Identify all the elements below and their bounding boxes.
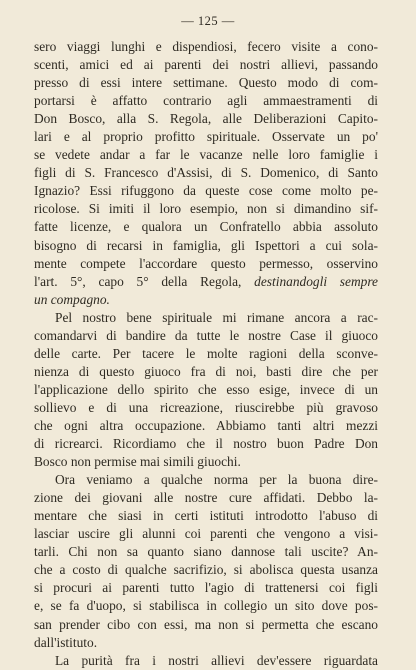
text-line-content: sero viaggi lunghi e dispendiosi, fecero visite a cono-	[34, 39, 378, 54]
text-line	[34, 38, 378, 56]
text-line	[34, 128, 378, 146]
text-line-content: dall'istituto.	[34, 634, 98, 650]
text-line	[34, 381, 378, 399]
text-line	[34, 74, 378, 92]
text-line	[34, 597, 378, 615]
text-line-content: presso di essi intere settimane. Questo modo di com-	[34, 75, 378, 91]
text-line-content: mentare che siasi in certi istituti introdotto l'abuso di	[34, 508, 378, 524]
text-line-content: lasciar uscire gli alunni coi parenti che vengono a visi-	[34, 526, 378, 542]
text-line	[34, 525, 378, 543]
text-line	[34, 399, 378, 417]
text-line	[34, 543, 378, 561]
text-line-content: mente compete l'accordare questo permesso, osservino	[34, 255, 378, 271]
text-line-content: sollievo e di una ricreazione, riuscirebbe più gravoso	[34, 399, 378, 415]
text-line-content: e, se fa d'uopo, si stabilisca in collegio un sito dove pos-	[34, 598, 378, 614]
text-line-content: La purità fra i nostri allievi dev'essere riguardata	[55, 652, 378, 668]
text-line-content: san prender cibo con essi, ma non si permetta che escano	[34, 616, 378, 632]
text-line-content: di ricrearci. Ricordiamo che il nostro buon Padre Don	[34, 436, 378, 452]
page-number: — 125 —	[181, 14, 235, 28]
text-line	[34, 255, 378, 273]
text-line-content: l'applicazione dello spirito che esso esige, invece di un	[34, 381, 378, 397]
italic-text: un compagno.	[34, 291, 110, 307]
text-line	[34, 363, 378, 381]
body-text	[34, 38, 378, 670]
text-line	[34, 200, 378, 218]
text-line-content: fatte licenze, e qualora un Confratello abbia assoluto	[34, 219, 378, 235]
text-line-content: Ignazio? Essi rifuggono da queste cose come molto pe-	[34, 183, 378, 199]
text-line-content: che ogni altra occupazione. Abbiamo tanti altri mezzi	[34, 417, 378, 433]
text-line	[34, 579, 378, 597]
text-line	[34, 309, 378, 327]
text-line	[34, 345, 378, 363]
text-line	[34, 110, 378, 128]
text-line	[34, 56, 378, 74]
text-line-content: l'art. 5°, capo 5° della Regola,	[34, 273, 242, 289]
text-line-content: portarsi è affatto contrario agli ammaestramenti di	[34, 93, 378, 109]
text-line	[34, 327, 378, 345]
text-line	[34, 471, 378, 489]
text-line	[34, 634, 378, 652]
text-line	[34, 507, 378, 525]
text-line-content: scenti, amici ed ai parenti dei nostri allievi, passando	[34, 57, 378, 73]
text-line-content: nienza di questo giuoco fra di noi, basti dire che per	[34, 363, 378, 379]
text-line	[34, 164, 378, 182]
text-line-content: tarli. Chi non sa quanto siano dannose tali uscite? An-	[34, 544, 378, 560]
text-line-content: Bosco non permise mai simili giuochi.	[34, 454, 241, 470]
text-line	[34, 561, 378, 579]
text-line	[34, 273, 378, 291]
text-line-content: figli di S. Francesco d'Assisi, di S. Domenico, di Santo	[34, 165, 378, 181]
text-line	[34, 417, 378, 435]
text-line-content: zione dei giovani alle nostre cure affidati. Debbo la-	[34, 490, 378, 506]
text-line-content: lari e al proprio profitto spirituale. Osservate un po'	[34, 129, 378, 145]
text-line	[34, 92, 378, 110]
text-line-content: che a costo di qualche sacrifizio, si abolisca questa usanza	[34, 562, 378, 578]
text-line-content: Don Bosco, alla S. Regola, alle Deliberazioni Capito-	[34, 111, 378, 127]
text-line	[34, 291, 378, 309]
text-line-content: Pel nostro bene spirituale mi rimane ancora a rac-	[55, 309, 378, 325]
text-line	[34, 453, 378, 471]
text-line-content: bisogno di recarsi in famiglia, gli Ispettori a cui sola-	[34, 237, 378, 253]
text-line-content: delle carte. Per tacere le molte ragioni della sconve-	[34, 345, 378, 361]
text-line-content: ricolose. Si imiti il loro esempio, non si dimandino sif-	[34, 201, 378, 217]
text-line	[34, 489, 378, 507]
text-line-content: Ora veniamo a qualche norma per la buona dire-	[55, 472, 378, 488]
text-line	[34, 435, 378, 453]
text-line	[34, 616, 378, 634]
text-line	[34, 218, 378, 236]
text-line-content: comandarvi di bandire da tutte le nostre Case il giuoco	[34, 327, 378, 343]
text-line	[34, 237, 378, 255]
text-line-content: si procuri ai parenti tutto l'agio di trattenersi coi figli	[34, 580, 378, 596]
text-line	[34, 146, 378, 164]
text-line-content: se vedete andar a far le vacanze nelle loro famiglie i	[34, 147, 378, 163]
text-line	[34, 182, 378, 200]
italic-text: destinandogli sempre	[254, 273, 378, 289]
